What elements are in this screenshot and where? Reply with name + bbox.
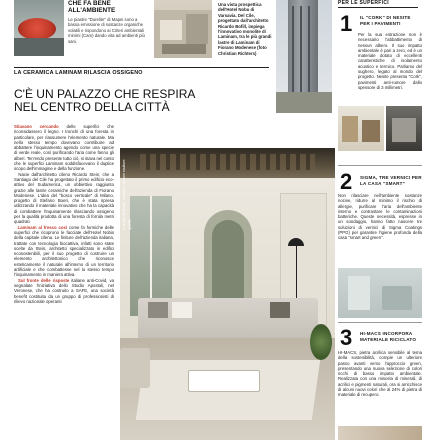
headline-line-1: C'È UN PALAZZO CHE RESPIRA bbox=[14, 87, 196, 101]
sidebar-photo-cork-2 bbox=[386, 106, 422, 151]
article-lead: Stiavano cercando bbox=[14, 124, 59, 129]
tower-photo bbox=[276, 0, 332, 113]
headline-line-2: NEL CENTRO DELLA CITTÀ bbox=[14, 100, 170, 114]
article-body-2: Nacie dall'architetto cileno Ricardo Stein, che a Santiago del Cile ha progettato il primo edificio eco-attivo del Sudamerica, un obbiettivo raggiunto grazie alle lastre ceramiche dell'azienda di Fiorano Modenese. L'idea del "bosco verticale" di Milano, progetto di Stefano Boeri, che è stata ripresa utilizzando il materiale innovativo che ha la capacità di combattere l'inquinamento rilasciando ossigeno per la qualità prodotta di una foresta di fornila metri quadrati. bbox=[14, 171, 114, 225]
top-headline-tail: CHE FA BENE ALL'AMBIENTE bbox=[68, 0, 116, 14]
main-interior-photo bbox=[120, 148, 335, 440]
article-body-3: come fa formiche delle superfici che ricoprono le facciate dell'Hotel Nobis della capitale cilena. Le finiture dell'azienda italiana, trattate con tecnologia biocattiva, infatti sono state scelte da Stein, architetto specializzato in edifici ecosostenibili, per il suo progetto di costruire un elemento architettonico che riconosce esteticamente il naturale all'interno di un territorio artificiale e che combattesse nel lo stesso tempo l'inquinamento in maniera attiva. bbox=[14, 224, 114, 278]
sidebar-item-1-title: IL "CORK" DI NESITE PER I PAVIMENTI bbox=[360, 15, 411, 26]
article-body-1: delle superfici che riconsidassero il legno. I tronchi di una foresta in particolare, per riassumere l'elemento naturale. Ma nello stesso tempo dovevano contribuire ad abbattere l'inquinamento agendo come una specie di verde reale, così purificando l'aria come fanno gli alberi. Ten'endo presente tutto ciò, si stava nel conto che le superfici Laminam soddisfacevano il duplice scopo dell'immagine e della funzione. bbox=[14, 124, 114, 172]
main-photo-caption: Il design di Mirbel, rivestito e alcune sculture qualità bbox=[122, 159, 132, 230]
sidebar-item-3-title: HI-MACS INCORPORA MATERIALE RICICLATO bbox=[360, 331, 417, 342]
sidebar-item-2-body: Non rilasciare nell'ambiente sostanze nocive, ridurre al minimo il rischio di allergie, purificare l'aria dell'ambiente interno e contrastare le contaminazioni batteriche. Queste necessità, espresse in un sondaggio, hanno fatto nascere tre soluzioni di vernici di Sigma Coatings (PPG) per garantire l'igiene profonda della casa "smart and green". bbox=[338, 193, 422, 241]
top-mid-photo bbox=[154, 0, 212, 58]
sidebar-photo-cork bbox=[338, 106, 384, 151]
top-mid-caption: Una vista prospettica dell'Hotel Nobu di Varsavia. Del Cile, progettato dall'architetto Ricardo Bofill, impiega l'innovativo monolite di Laminam, tra le più grandi lastre di Laminam di Fiorano Modenese (foto Christian Richters) bbox=[218, 2, 272, 56]
top-left-photo bbox=[14, 0, 64, 56]
sidebar-photo-sigma bbox=[338, 268, 422, 318]
sidebar-photo-himacs bbox=[338, 426, 422, 440]
article-body-4: italiane anti-Covid, va segnalate l'iniziativa dello Studio Apostoli, nel Veronese, che ha costruito a SAFE, una società benefit costituita da un gruppo di professionisti di rilievo nazionale operanti bbox=[14, 277, 114, 304]
sidebar-item-1-body: Per la sua estrazione non è necessario l'abbattimento di nessun albero. Il suo impatto ambientale è pari a zero, ed è un materiale dotato di eccellenti caratteristiche di isolamento acustico e termico. Parliamo del sughero, legato al mondo del progetto. Nesite presenta "Cork", pavimenti anti-rumore dallo spessore di 3 millimetri. bbox=[358, 32, 422, 90]
sidebar-item-3-body: HI-MACS, pietra acrilica sensibile al tema della sostenibilità, compie un ulteriore passo avanti verso l'approccio green, presentando una nuova selezione di colori ricchi di basso impatto ambientale. Realizzata con una miscela di minerali, di acrilici e pigmenti naturali, ora si arricchisce di alcuni nuovi colori che al 24% di pietra di materiale di recupero. bbox=[338, 350, 422, 398]
top-left-caption: Le piastre "Durelite" di Mapei sono a bassa emissione di sostanze organiche volatili e rispondono ai Criteri ambientali minimi (Cam) dando vita ad ambienti più sani. bbox=[68, 17, 145, 44]
sidebar-header: PER LE SUPERFICI bbox=[338, 0, 389, 6]
article-lead-2: Laminam al fresco così bbox=[17, 224, 68, 230]
sidebar-item-2-title: SIGMA, TRE VERNICI PER LA CASA "SMART" bbox=[360, 175, 422, 186]
section-tag: LA CERAMICA LAMINAM RILASCIA OSSIGENO bbox=[14, 70, 143, 76]
sidebar-header-rule bbox=[338, 7, 418, 8]
sidebar-item-2-number: 2 bbox=[340, 169, 353, 194]
sidebar-item-1-number: 1 bbox=[340, 11, 353, 36]
section-rule bbox=[14, 67, 269, 68]
article-lead-3: Sul fronte delle risposte bbox=[17, 277, 70, 283]
sidebar-divider-1 bbox=[338, 165, 422, 166]
article-body bbox=[14, 124, 114, 440]
sidebar-divider-2 bbox=[338, 322, 422, 323]
sidebar-item-3-number: 3 bbox=[340, 325, 353, 350]
